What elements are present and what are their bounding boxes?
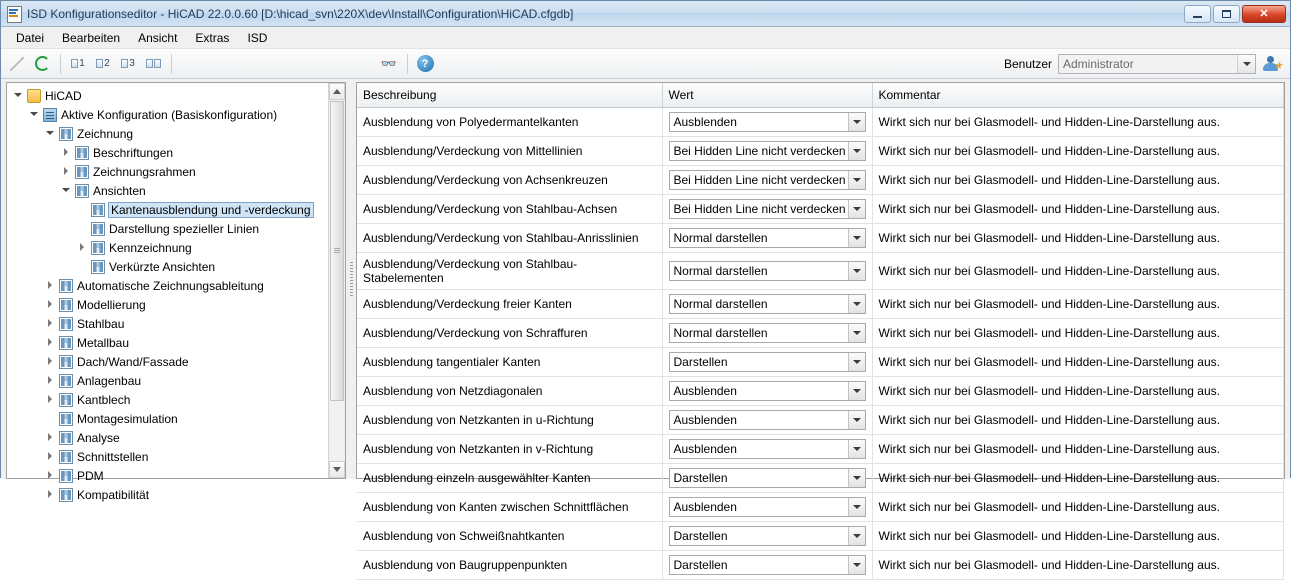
chevron-right-icon[interactable] bbox=[45, 337, 56, 348]
spacer-icon bbox=[77, 204, 88, 215]
table-row[interactable] bbox=[357, 522, 1284, 551]
setting-value-select[interactable] bbox=[669, 170, 866, 190]
tree-item-label: HiCAD bbox=[45, 88, 82, 103]
setting-comment: Wirkt sich nur bei Glasmodell- und Hidden-Line-Darstellung aus. bbox=[872, 137, 1284, 166]
setting-value-cell bbox=[662, 290, 872, 319]
setting-value-select[interactable] bbox=[669, 199, 866, 219]
tree-item[interactable] bbox=[7, 352, 328, 371]
tree-item[interactable] bbox=[7, 181, 328, 200]
setting-value-select[interactable] bbox=[669, 228, 866, 248]
setting-value-text: Normal darstellen bbox=[673, 231, 768, 245]
setting-value-cell bbox=[662, 464, 872, 493]
scroll-up-button[interactable] bbox=[329, 83, 345, 100]
setting-description: Ausblendung/Verdeckung von Schraffuren bbox=[357, 319, 662, 348]
chevron-down-icon[interactable] bbox=[848, 200, 865, 218]
table-row[interactable] bbox=[357, 137, 1284, 166]
level-1-icon[interactable]: 1 bbox=[66, 52, 90, 76]
table-icon bbox=[59, 317, 73, 331]
tree-item-label: Anlagenbau bbox=[77, 373, 142, 388]
tree-item-label: Beschriftungen bbox=[93, 145, 174, 160]
setting-value-cell bbox=[662, 166, 872, 195]
table-icon bbox=[75, 146, 89, 160]
menu-datei[interactable]: Datei bbox=[16, 30, 45, 45]
table-row[interactable] bbox=[357, 464, 1284, 493]
setting-value-cell bbox=[662, 435, 872, 464]
setting-description: Ausblendung/Verdeckung von Mittellinien bbox=[357, 137, 662, 166]
setting-value-cell bbox=[662, 108, 872, 137]
table-row[interactable] bbox=[357, 319, 1284, 348]
table-row[interactable] bbox=[357, 493, 1284, 522]
table-row[interactable] bbox=[357, 108, 1284, 137]
chevron-right-icon[interactable] bbox=[77, 242, 88, 253]
setting-value-select[interactable] bbox=[669, 294, 866, 314]
column-header-value[interactable]: Wert bbox=[662, 83, 872, 108]
setting-value-text: Bei Hidden Line nicht verdecken bbox=[673, 144, 846, 158]
chevron-down-icon[interactable] bbox=[13, 90, 24, 101]
tree-item[interactable] bbox=[7, 295, 328, 314]
chevron-right-icon[interactable] bbox=[45, 318, 56, 329]
chevron-right-icon[interactable] bbox=[45, 280, 56, 291]
setting-value-text: Darstellen bbox=[673, 558, 728, 572]
setting-description: Ausblendung/Verdeckung von Stahlbau-Achsen bbox=[357, 195, 662, 224]
table-icon bbox=[91, 222, 105, 236]
tree-item-label: Kantblech bbox=[77, 392, 131, 407]
minimize-button[interactable] bbox=[1184, 5, 1211, 23]
setting-description: Ausblendung von Baugruppenpunkten bbox=[357, 551, 662, 580]
table-icon bbox=[59, 431, 73, 445]
setting-comment: Wirkt sich nur bei Glasmodell- und Hidden-Line-Darstellung aus. bbox=[872, 253, 1284, 290]
scroll-down-button[interactable] bbox=[329, 461, 345, 478]
folder-icon bbox=[27, 89, 41, 103]
table-row[interactable] bbox=[357, 224, 1284, 253]
chevron-right-icon[interactable] bbox=[45, 451, 56, 462]
tree-item-label: Dach/Wand/Fassade bbox=[77, 354, 189, 369]
config-icon bbox=[43, 108, 57, 122]
user-admin-icon[interactable]: ★ bbox=[1262, 55, 1282, 73]
setting-description: Ausblendung/Verdeckung freier Kanten bbox=[357, 290, 662, 319]
tree-item-label: Modellierung bbox=[77, 297, 146, 312]
chevron-down-icon[interactable] bbox=[45, 128, 56, 139]
setting-value-select[interactable] bbox=[669, 141, 866, 161]
setting-comment: Wirkt sich nur bei Glasmodell- und Hidden-Line-Darstellung aus. bbox=[872, 224, 1284, 253]
all-levels-icon[interactable] bbox=[141, 52, 165, 76]
pencil-icon[interactable] bbox=[5, 52, 29, 76]
chevron-right-icon[interactable] bbox=[45, 299, 56, 310]
setting-description: Ausblendung/Verdeckung von Achsenkreuzen bbox=[357, 166, 662, 195]
chevron-right-icon[interactable] bbox=[45, 489, 56, 500]
setting-value-select[interactable] bbox=[669, 352, 866, 372]
tree-item[interactable] bbox=[7, 409, 328, 428]
chevron-down-icon[interactable] bbox=[848, 324, 865, 342]
config-editor-icon bbox=[6, 6, 22, 22]
chevron-down-icon[interactable] bbox=[848, 498, 865, 516]
main-area bbox=[1, 79, 1290, 572]
toolbar-separator bbox=[60, 54, 61, 74]
setting-value-text: Ausblenden bbox=[673, 115, 737, 129]
spacer-icon bbox=[45, 413, 56, 424]
setting-description: Ausblendung/Verdeckung von Stahlbau-Anrisslinien bbox=[357, 224, 662, 253]
setting-comment: Wirkt sich nur bei Glasmodell- und Hidden-Line-Darstellung aus. bbox=[872, 348, 1284, 377]
table-header-row bbox=[357, 83, 1284, 108]
table-row[interactable] bbox=[357, 195, 1284, 224]
column-header-description[interactable]: Beschreibung bbox=[357, 83, 662, 108]
setting-comment: Wirkt sich nur bei Glasmodell- und Hidden-Line-Darstellung aus. bbox=[872, 435, 1284, 464]
setting-description: Ausblendung von Polyedermantelkanten bbox=[357, 108, 662, 137]
tree-item[interactable] bbox=[7, 485, 328, 504]
chevron-down-icon[interactable] bbox=[848, 527, 865, 545]
setting-value-select[interactable] bbox=[669, 381, 866, 401]
table-row[interactable] bbox=[357, 406, 1284, 435]
user-label: Benutzer bbox=[1003, 56, 1052, 71]
setting-description: Ausblendung von Netzdiagonalen bbox=[357, 377, 662, 406]
setting-value-cell bbox=[662, 551, 872, 580]
window-title: ISD Konfigurationseditor - HiCAD 22.0.0.60 [D:\hicad_svn\220X\dev\Install\Configuration\HiCAD.cfgdb] bbox=[27, 6, 574, 21]
setting-value-cell bbox=[662, 137, 872, 166]
tree-item-label: Schnittstellen bbox=[77, 449, 149, 464]
tree-item[interactable] bbox=[7, 162, 328, 181]
tree-item-label: Kantenausblendung und -verdeckung bbox=[108, 202, 314, 218]
setting-value-text: Normal darstellen bbox=[673, 264, 768, 278]
setting-value-cell bbox=[662, 493, 872, 522]
settings-table bbox=[357, 83, 1284, 580]
table-icon bbox=[59, 127, 73, 141]
tree-item-label: Ansichten bbox=[93, 183, 146, 198]
setting-value-cell bbox=[662, 224, 872, 253]
setting-value-text: Ausblenden bbox=[673, 442, 737, 456]
tree-item[interactable] bbox=[7, 219, 328, 238]
scroll-thumb[interactable] bbox=[330, 101, 344, 401]
tree-item-label: Kennzeichnung bbox=[109, 240, 192, 255]
table-icon bbox=[59, 355, 73, 369]
setting-value-text: Darstellen bbox=[673, 471, 728, 485]
tree-item-label: Automatische Zeichnungsableitung bbox=[77, 278, 264, 293]
chevron-down-icon[interactable] bbox=[848, 171, 865, 189]
tree-item-label: Analyse bbox=[77, 430, 120, 445]
chevron-down-icon[interactable] bbox=[848, 295, 865, 313]
window-controls bbox=[1184, 5, 1288, 23]
table-row[interactable] bbox=[357, 253, 1284, 290]
tree-item[interactable] bbox=[7, 257, 328, 276]
table-icon bbox=[59, 336, 73, 350]
table-icon bbox=[75, 165, 89, 179]
chevron-right-icon[interactable] bbox=[45, 432, 56, 443]
table-row[interactable] bbox=[357, 377, 1284, 406]
setting-comment: Wirkt sich nur bei Glasmodell- und Hidden-Line-Darstellung aus. bbox=[872, 108, 1284, 137]
table-row[interactable] bbox=[357, 290, 1284, 319]
tree-item-label: Kompatibilität bbox=[77, 487, 150, 502]
setting-description: Ausblendung von Netzkanten in u-Richtung bbox=[357, 406, 662, 435]
chevron-right-icon[interactable] bbox=[61, 166, 72, 177]
configuration-tree[interactable] bbox=[6, 82, 346, 502]
setting-value-text: Darstellen bbox=[673, 355, 728, 369]
setting-value-text: Darstellen bbox=[673, 529, 728, 543]
tree-item-label: Zeichnung bbox=[77, 126, 134, 141]
setting-value-select[interactable] bbox=[669, 497, 866, 517]
table-icon bbox=[59, 488, 73, 502]
chevron-right-icon[interactable] bbox=[45, 470, 56, 481]
setting-comment: Wirkt sich nur bei Glasmodell- und Hidden-Line-Darstellung aus. bbox=[872, 290, 1284, 319]
spacer-icon bbox=[77, 261, 88, 272]
setting-description: Ausblendung/Verdeckung von Stahlbau-Stabelementen bbox=[357, 253, 662, 290]
setting-value-text: Ausblenden bbox=[673, 413, 737, 427]
table-row[interactable] bbox=[357, 435, 1284, 464]
tree-item-label: Zeichnungsrahmen bbox=[93, 164, 196, 179]
setting-description: Ausblendung einzeln ausgewählter Kanten bbox=[357, 464, 662, 493]
table-icon bbox=[59, 298, 73, 312]
toolbar bbox=[1, 49, 1290, 79]
tree-item[interactable] bbox=[7, 390, 328, 409]
tree-item[interactable] bbox=[7, 124, 328, 143]
toolbar-separator-3 bbox=[407, 54, 408, 74]
table-icon bbox=[91, 260, 105, 274]
tree-item-label: Metallbau bbox=[77, 335, 130, 350]
chevron-down-icon[interactable] bbox=[848, 353, 865, 371]
setting-value-select[interactable] bbox=[669, 555, 866, 575]
setting-value-select[interactable] bbox=[669, 439, 866, 459]
chevron-down-icon[interactable] bbox=[848, 142, 865, 160]
chevron-down-icon[interactable] bbox=[29, 109, 40, 120]
tree-item[interactable] bbox=[7, 86, 328, 105]
table-row[interactable] bbox=[357, 166, 1284, 195]
setting-comment: Wirkt sich nur bei Glasmodell- und Hidden-Line-Darstellung aus. bbox=[872, 522, 1284, 551]
setting-value-cell bbox=[662, 406, 872, 435]
maximize-button[interactable] bbox=[1213, 5, 1240, 23]
spacer-icon bbox=[77, 223, 88, 234]
chevron-down-icon[interactable] bbox=[848, 382, 865, 400]
setting-value-text: Bei Hidden Line nicht verdecken bbox=[673, 202, 846, 216]
table-icon bbox=[91, 203, 105, 217]
level-2-icon[interactable]: 2 bbox=[91, 52, 115, 76]
setting-value-cell bbox=[662, 522, 872, 551]
settings-grid bbox=[356, 82, 1285, 572]
setting-description: Ausblendung tangentialer Kanten bbox=[357, 348, 662, 377]
chevron-right-icon[interactable] bbox=[61, 147, 72, 158]
tree-item[interactable] bbox=[7, 276, 328, 295]
table-icon bbox=[59, 469, 73, 483]
panel-splitter[interactable] bbox=[346, 79, 356, 479]
setting-value-text: Normal darstellen bbox=[673, 297, 768, 311]
user-select[interactable] bbox=[1058, 54, 1256, 74]
chevron-down-icon[interactable] bbox=[848, 411, 865, 429]
setting-comment: Wirkt sich nur bei Glasmodell- und Hidden-Line-Darstellung aus. bbox=[872, 464, 1284, 493]
table-icon bbox=[59, 412, 73, 426]
tree-item-label: PDM bbox=[77, 468, 104, 483]
setting-value-text: Ausblenden bbox=[673, 384, 737, 398]
setting-comment: Wirkt sich nur bei Glasmodell- und Hidden-Line-Darstellung aus. bbox=[872, 493, 1284, 522]
chevron-down-icon[interactable] bbox=[848, 440, 865, 458]
setting-description: Ausblendung von Schweißnahtkanten bbox=[357, 522, 662, 551]
tree-item-label: Darstellung spezieller Linien bbox=[109, 221, 260, 236]
setting-value-text: Ausblenden bbox=[673, 500, 737, 514]
user-area bbox=[1004, 54, 1286, 74]
tree-item[interactable] bbox=[7, 333, 328, 352]
tree-item[interactable] bbox=[7, 447, 328, 466]
setting-value-text: Normal darstellen bbox=[673, 326, 768, 340]
chevron-right-icon[interactable] bbox=[45, 394, 56, 405]
setting-value-text: Bei Hidden Line nicht verdecken bbox=[673, 173, 846, 187]
setting-value-select[interactable] bbox=[669, 468, 866, 488]
tree-scroll-area bbox=[7, 83, 328, 502]
table-icon bbox=[91, 241, 105, 255]
toolbar-separator-2 bbox=[171, 54, 172, 74]
menu-extras[interactable]: Extras bbox=[195, 30, 230, 45]
tree-item-label: Aktive Konfiguration (Basiskonfiguration) bbox=[61, 107, 278, 122]
binoculars-icon[interactable]: 👓 bbox=[380, 55, 398, 71]
tree-item[interactable] bbox=[7, 466, 328, 485]
chevron-down-icon[interactable] bbox=[848, 113, 865, 131]
chevron-down-icon[interactable] bbox=[848, 469, 865, 487]
setting-value-cell bbox=[662, 319, 872, 348]
setting-value-select[interactable] bbox=[669, 526, 866, 546]
setting-value-select[interactable] bbox=[669, 410, 866, 430]
title-bar bbox=[1, 1, 1290, 27]
setting-comment: Wirkt sich nur bei Glasmodell- und Hidden-Line-Darstellung aus. bbox=[872, 377, 1284, 406]
table-icon bbox=[59, 374, 73, 388]
close-button[interactable]: ✕ bbox=[1242, 5, 1286, 23]
setting-comment: Wirkt sich nur bei Glasmodell- und Hidden-Line-Darstellung aus. bbox=[872, 551, 1284, 580]
help-icon[interactable]: ? bbox=[413, 52, 437, 76]
level-3-icon[interactable]: 3 bbox=[116, 52, 140, 76]
setting-value-select[interactable] bbox=[669, 261, 866, 281]
setting-comment: Wirkt sich nur bei Glasmodell- und Hidden-Line-Darstellung aus. bbox=[872, 166, 1284, 195]
tree-item[interactable] bbox=[7, 314, 328, 333]
tree-item-label: Montagesimulation bbox=[77, 411, 178, 426]
setting-comment: Wirkt sich nur bei Glasmodell- und Hidden-Line-Darstellung aus. bbox=[872, 195, 1284, 224]
table-icon bbox=[59, 450, 73, 464]
tree-item-label: Stahlbau bbox=[77, 316, 125, 331]
setting-value-select[interactable] bbox=[669, 112, 866, 132]
chevron-right-icon[interactable] bbox=[45, 356, 56, 367]
table-icon bbox=[75, 184, 89, 198]
column-header-comment[interactable]: Kommentar bbox=[872, 83, 1284, 108]
chevron-down-icon[interactable] bbox=[61, 185, 72, 196]
menu-bearbeiten[interactable]: Bearbeiten bbox=[62, 30, 121, 45]
tree-item[interactable] bbox=[7, 371, 328, 390]
setting-value-cell bbox=[662, 195, 872, 224]
setting-description: Ausblendung von Kanten zwischen Schnittflächen bbox=[357, 493, 662, 522]
chevron-down-icon[interactable] bbox=[848, 262, 865, 280]
chevron-down-icon[interactable] bbox=[848, 556, 865, 574]
menu-isd[interactable]: ISD bbox=[247, 30, 268, 45]
chevron-down-icon[interactable] bbox=[1237, 55, 1255, 73]
table-icon bbox=[59, 279, 73, 293]
tree-item[interactable] bbox=[7, 143, 328, 162]
refresh-icon[interactable] bbox=[30, 52, 54, 76]
setting-value-cell bbox=[662, 377, 872, 406]
tree-item-label: Verkürzte Ansichten bbox=[109, 259, 216, 274]
tree-item[interactable] bbox=[7, 428, 328, 447]
menu-bar bbox=[1, 27, 1290, 49]
table-row[interactable] bbox=[357, 348, 1284, 377]
setting-comment: Wirkt sich nur bei Glasmodell- und Hidden-Line-Darstellung aus. bbox=[872, 406, 1284, 435]
tree-item[interactable] bbox=[7, 200, 328, 219]
setting-description: Ausblendung von Netzkanten in v-Richtung bbox=[357, 435, 662, 464]
tree-item[interactable] bbox=[7, 105, 328, 124]
setting-comment: Wirkt sich nur bei Glasmodell- und Hidden-Line-Darstellung aus. bbox=[872, 319, 1284, 348]
chevron-down-icon[interactable] bbox=[848, 229, 865, 247]
table-icon bbox=[59, 393, 73, 407]
setting-value-cell bbox=[662, 348, 872, 377]
menu-ansicht[interactable]: Ansicht bbox=[138, 30, 178, 45]
setting-value-select[interactable] bbox=[669, 323, 866, 343]
tree-item[interactable] bbox=[7, 238, 328, 257]
table-row[interactable] bbox=[357, 551, 1284, 580]
tree-vertical-scrollbar[interactable] bbox=[328, 83, 345, 478]
setting-value-cell bbox=[662, 253, 872, 290]
chevron-right-icon[interactable] bbox=[45, 375, 56, 386]
user-select-value: Administrator bbox=[1063, 56, 1134, 71]
table-body bbox=[357, 108, 1284, 580]
